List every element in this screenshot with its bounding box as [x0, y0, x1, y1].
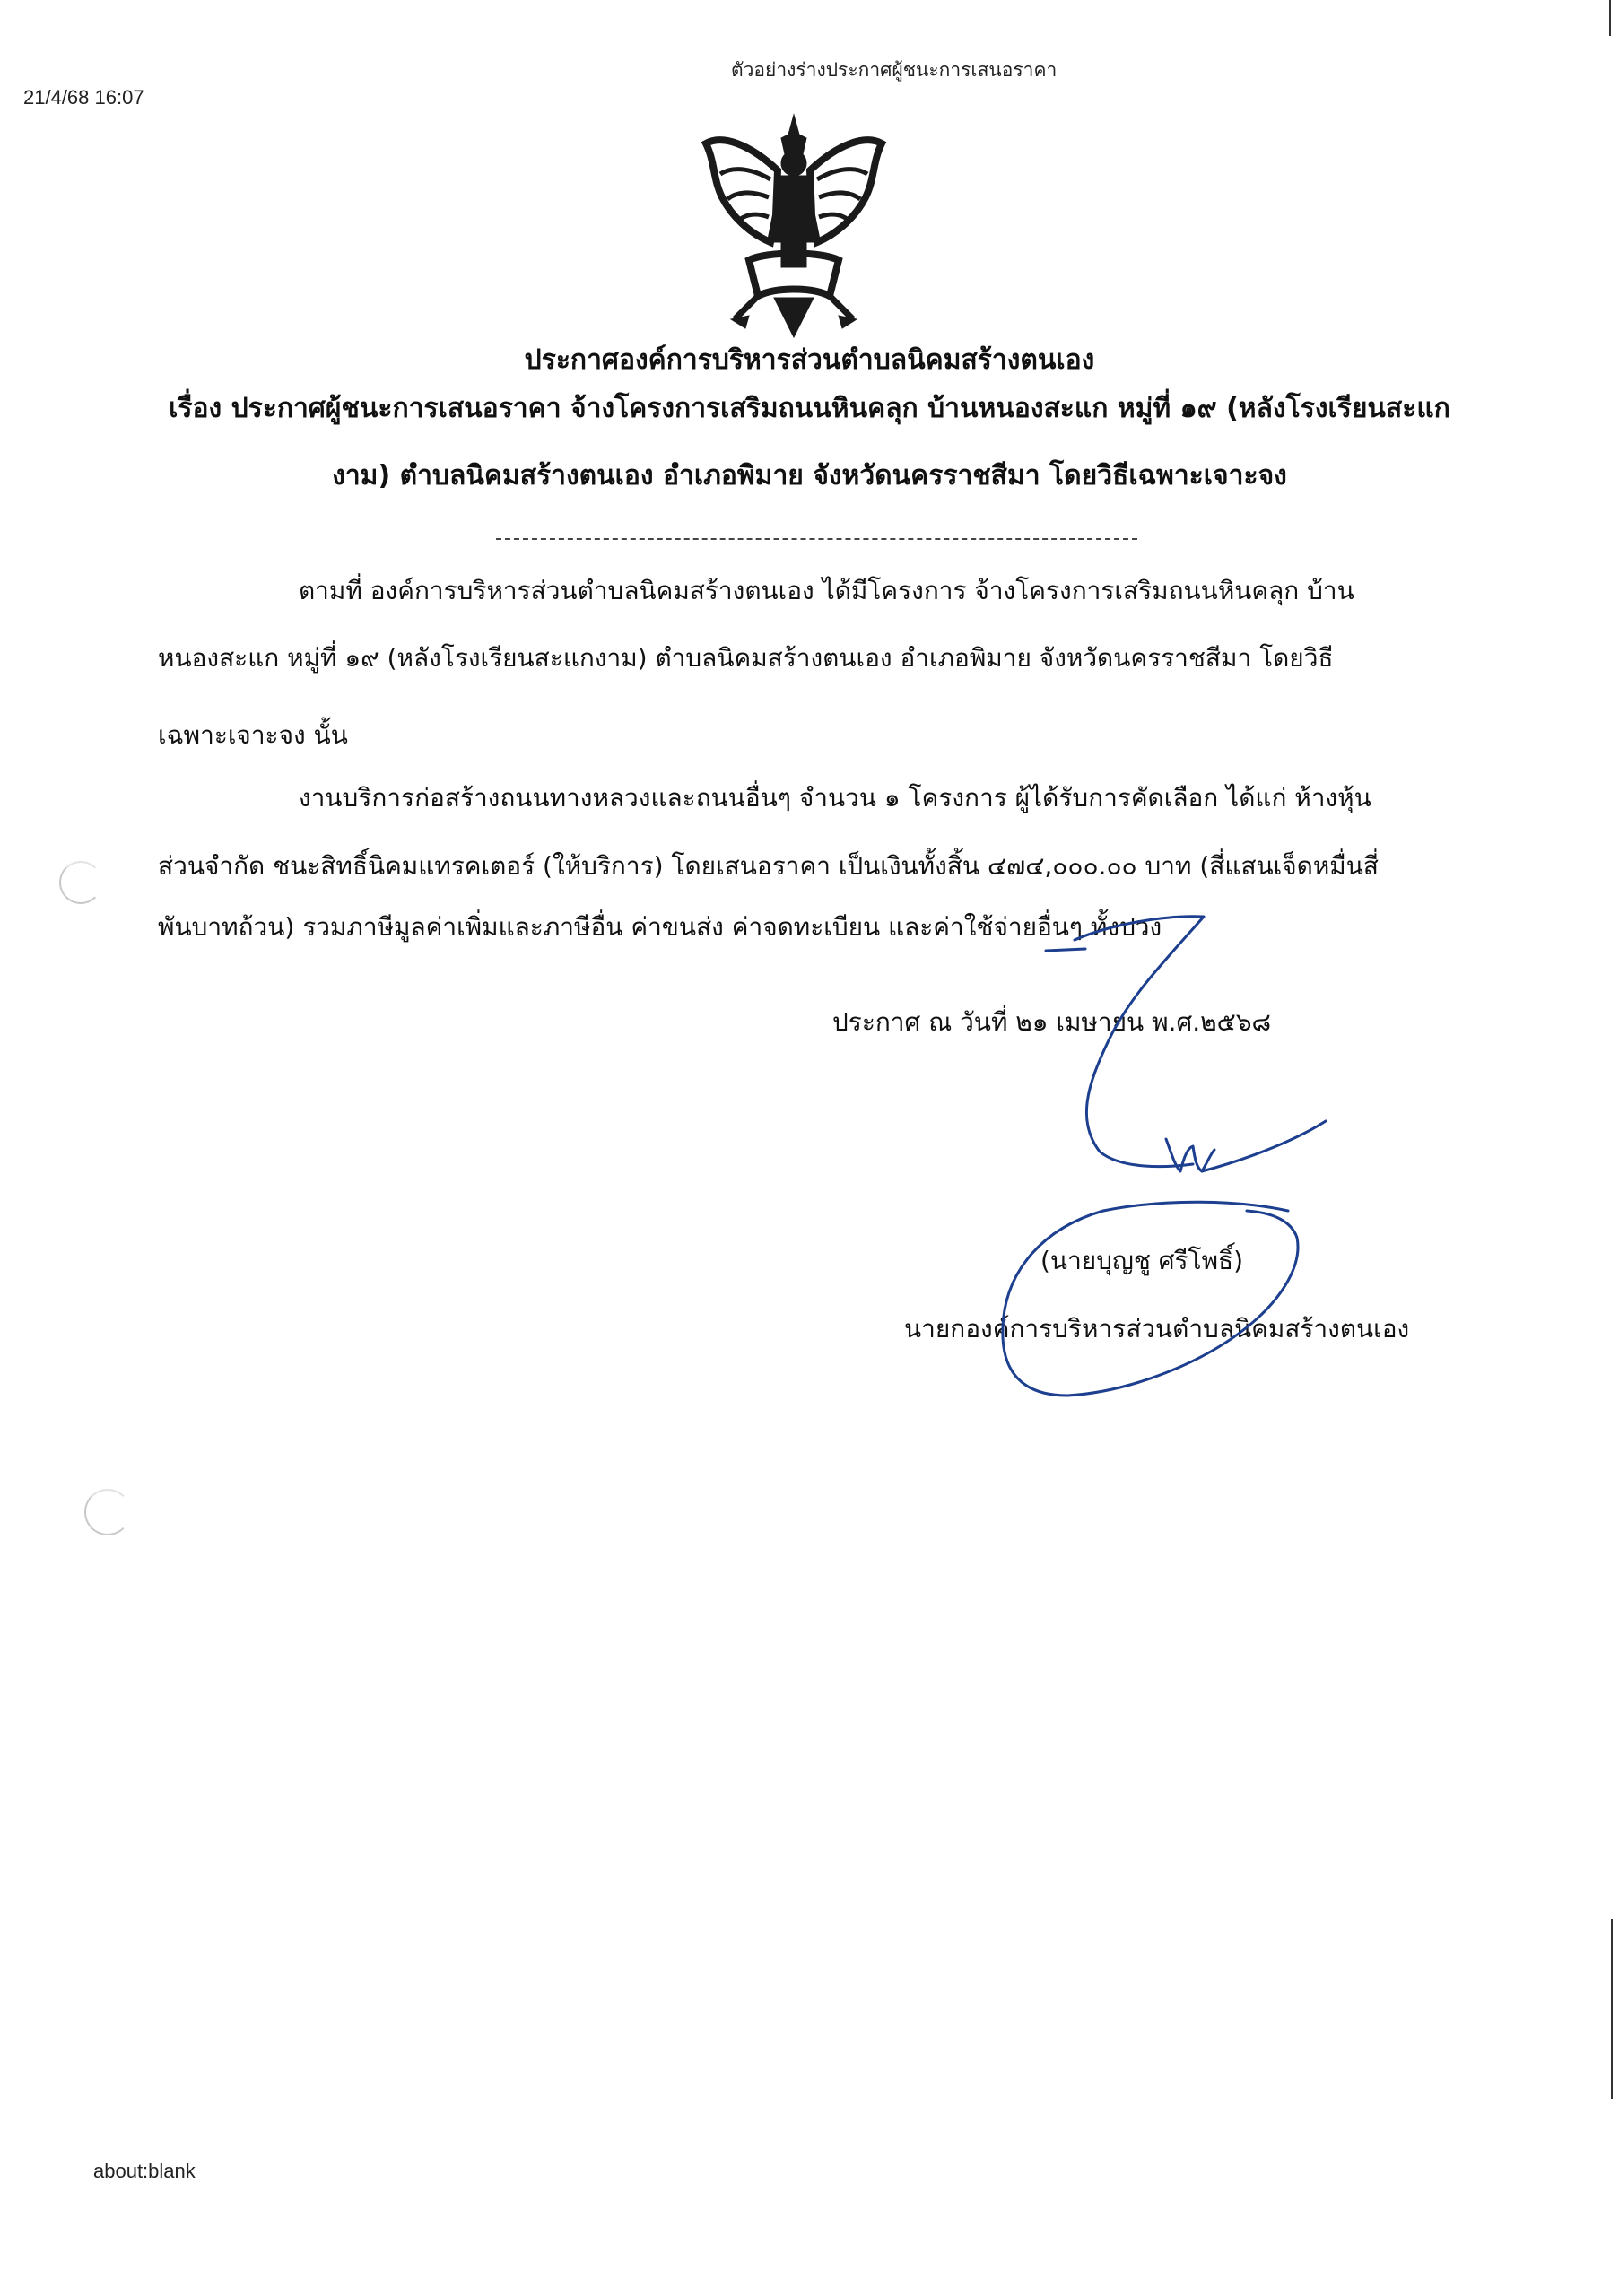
body-paragraph1-line3: เฉพาะเจาะจง นั้น: [158, 720, 348, 750]
body-paragraph1-line1: ตามที่ องค์การบริหารส่วนตำบลนิคมสร้างตนเอง ได้มีโครงการ จ้างโครงการเสริมถนนหินคลุก บ้าน: [299, 576, 1354, 605]
body-paragraph2-line3: พันบาทถ้วน) รวมภาษีมูลค่าเพิ่มและภาษีอื่น ค่าขนส่ง ค่าจดทะเบียน และค่าใช้จ่ายอื่นๆ ทั้งปวง: [158, 912, 1162, 942]
punch-hole: [59, 861, 102, 904]
announcement-title: ประกาศองค์การบริหารส่วนตำบลนิคมสร้างตนเอง: [524, 344, 1095, 376]
body-paragraph1-line2: หนองสะแก หมู่ที่ ๑๙ (หลังโรงเรียนสะแกงาม) ตำบลนิคมสร้างตนเอง อำเภอพิมาย จังหวัดนครราชสีมา โดยวิธี: [158, 643, 1334, 673]
dashed-divider: [496, 538, 1137, 540]
signatory-name: (นายบุญชู ศรีโพธิ์): [1040, 1246, 1244, 1275]
punch-hole: [84, 1489, 131, 1535]
announce-date: ประกาศ ณ วันที่ ๒๑ เมษายน พ.ศ.๒๕๖๘: [832, 1007, 1272, 1037]
draft-label: ตัวอย่างร่างประกาศผู้ชนะการเสนอราคา: [731, 59, 1058, 81]
body-paragraph2-line1: งานบริการก่อสร้างถนนทางหลวงและถนนอื่นๆ จำนวน ๑ โครงการ ผู้ได้รับการคัดเลือก ได้แก่ ห้างหุ้น: [299, 783, 1371, 813]
garuda-emblem-icon: [695, 108, 892, 341]
scan-edge-mark: [1611, 1919, 1613, 2099]
announcement-subject-line1: เรื่อง ประกาศผู้ชนะการเสนอราคา จ้างโครงการเสริมถนนหินคลุก บ้านหนองสะแก หมู่ที่ ๑๙ (หลังโรงเรียนสะแก: [169, 393, 1450, 424]
footer-url: about:blank: [93, 2160, 196, 2182]
body-paragraph2-line2: ส่วนจำกัด ชนะสิทธิ์นิคมแทรคเตอร์ (ให้บริการ) โดยเสนอราคา เป็นเงินทั้งสิ้น ๔๗๔,๐๐๐.๐๐ บาท (สี่แสนเจ็ดหมื่นสี่: [158, 851, 1379, 881]
announcement-subject-line2: งาม) ตำบลนิคมสร้างตนเอง อำเภอพิมาย จังหวัดนครราชสีมา โดยวิธีเฉพาะเจาะจง: [332, 460, 1287, 491]
signatory-position: นายกองค์การบริหารส่วนตำบลนิคมสร้างตนเอง: [904, 1314, 1410, 1344]
print-timestamp: 21/4/68 16:07: [23, 86, 144, 109]
scan-edge-mark: [1609, 0, 1611, 36]
